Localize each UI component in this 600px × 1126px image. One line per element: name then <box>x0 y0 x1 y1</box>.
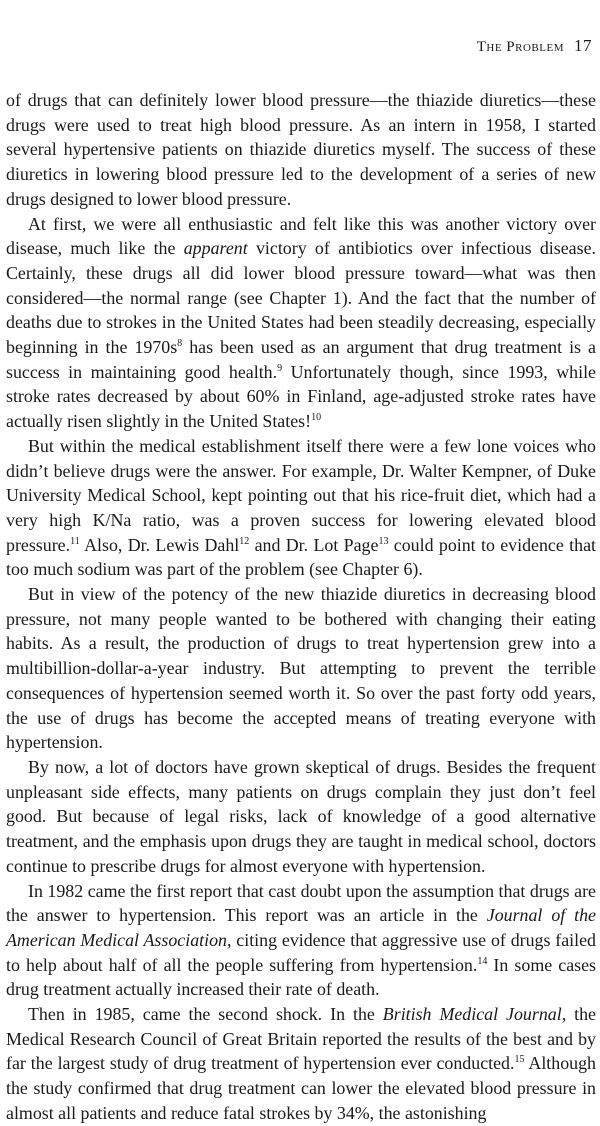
text-run: victory of antibiotics over infectious disease. Certainly, these drugs all did lower blood pressure toward—what was then considered—the normal range (see Chapter 1). And the fact that the number of deaths due to strokes in the United States had been steadily decreasing, especially beginning in the 1970s <box>6 238 596 358</box>
text-run: In some cases drug treatment actually increased their rate of death. <box>6 954 596 1000</box>
footnote-ref: 15 <box>514 1054 525 1066</box>
text-run: But within the medical establishment itself there were a few lone voices who didn’t believe drugs were the answer. For example, Dr. Walter Kempner, of Duke University Medical School, kept pointing out that his rice-fruit diet, which had a very high K/Na ratio, was a proven success for lowering elevated blood pressure. <box>6 435 596 555</box>
footnote-ref: 9 <box>277 362 283 374</box>
text-run: , citing evidence that aggressive use of drugs failed to help about half of all the people suffering from hypertension. <box>6 929 597 975</box>
footnote-ref: 8 <box>177 338 183 350</box>
text-run: In 1982 came the first report that cast doubt upon the assumption that drugs are the answer to hypertension. This report was an article in the <box>6 880 596 926</box>
footnote-ref: 13 <box>378 535 389 547</box>
footnote-ref: 12 <box>239 535 250 547</box>
paragraph <box>6 879 596 1003</box>
paragraph <box>6 1002 596 1126</box>
footnote-ref: 10 <box>311 412 322 424</box>
text-run: Although the study confirmed that drug treatment can lower the elevated blood pressure in almost all patients and reduce fatal strokes by 34%, the astonishing <box>6 1053 596 1123</box>
paragraph <box>6 88 596 212</box>
emphasis-text: apparent <box>183 238 248 259</box>
emphasis-text: British Medical Journal <box>382 1004 562 1025</box>
text-run: of drugs that can definitely lower blood pressure—the thiazide diuretics—these drugs were used to treat high blood pressure. As an intern in 1958, I started several hypertensive patients on thiazide diuretics myself. The success of these diuretics in lowering blood pressure led to the development of a series of new drugs designed to lower blood pressure. <box>6 90 596 209</box>
text-run: At first, we were all enthusiastic and felt like this was another victory over disease, much like the <box>6 213 596 259</box>
text-run: Also, Dr. Lewis Dahl <box>79 534 240 555</box>
text-run: has been used as an argument that drug treatment is a success in maintaining good health. <box>6 337 596 382</box>
text-run: Unfortunately though, since 1993, while stroke rates decreased by about 60% in Finland, age-adjusted stroke rates have actually risen slightly in the United States! <box>6 361 596 432</box>
paragraph <box>6 212 596 434</box>
text-run: But in view of the potency of the new thiazide diuretics in decreasing blood pressure, not many people wanted to be bothered with changing their eating habits. As a result, the production of drugs to treat hypertension grew into a multibillion-dollar-a-year industry. But attempting to prevent the terrible consequences of hypertension seemed worth it. So over the past forty odd years, the use of drugs has become the accepted means of treating everyone with hypertension. <box>6 584 596 753</box>
paragraph <box>6 582 596 755</box>
text-run: By now, a lot of doctors have grown skeptical of drugs. Besides the frequent unpleasant side effects, many patients on drugs complain they just don’t feel good. But because of legal risks, lack of knowledge of a good alternative treatment, and the emphasis upon drugs they are taught in medical school, doctors continue to prescribe drugs for almost everyone with hypertension. <box>6 756 596 876</box>
page-number: 17 <box>574 36 592 55</box>
body-text <box>6 88 596 1126</box>
text-run: , the Medical Research Council of Great Britain reported the results of the best and by far the largest study of drug treatment of hypertension ever conducted. <box>6 1004 596 1074</box>
paragraph <box>6 434 596 582</box>
running-header <box>477 36 592 56</box>
emphasis-text: Journal of the American Medical Association <box>6 905 597 950</box>
text-run: could point to evidence that too much sodium was part of the problem (see Chapter 6). <box>6 534 596 580</box>
chapter-title: The Problem <box>476 39 564 55</box>
paragraph <box>6 755 596 879</box>
footnote-ref: 14 <box>477 955 488 967</box>
text-run: and Dr. Lot Page <box>249 534 379 555</box>
footnote-ref: 11 <box>70 535 80 547</box>
text-run: Then in 1985, came the second shock. In the <box>28 1004 383 1025</box>
